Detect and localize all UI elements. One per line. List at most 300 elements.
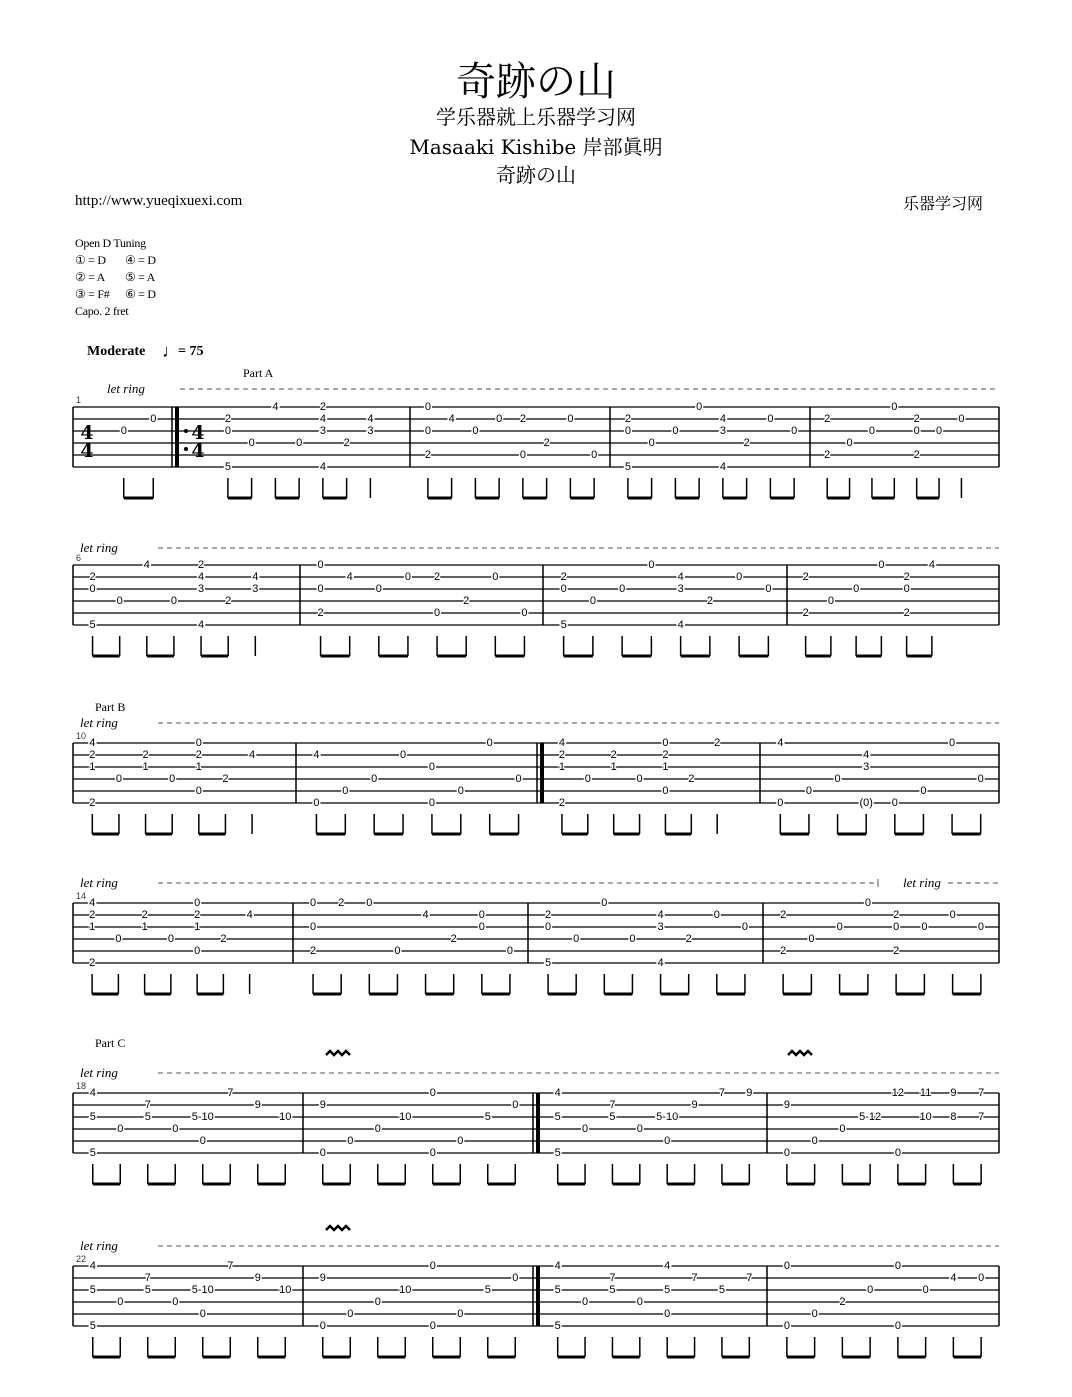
fret-number: 3	[677, 583, 684, 595]
fret-number: 0	[478, 921, 485, 933]
fret-number: 9	[783, 1099, 790, 1111]
fret-number: 2	[317, 607, 324, 619]
fret-number: 7	[978, 1087, 985, 1099]
fret-number: 4	[89, 897, 96, 909]
fret-number: 7	[978, 1111, 985, 1123]
fret-number: 7	[609, 1272, 616, 1284]
measure	[90, 1260, 292, 1357]
tuning-string-3: ③ = F#	[75, 287, 110, 301]
fret-number: 3	[863, 761, 870, 773]
fret-number: 2	[558, 749, 565, 761]
fret-number: 9	[691, 1099, 698, 1111]
fret-number: 0	[374, 1296, 381, 1308]
fret-number: 0	[808, 933, 815, 945]
fret-number: 4	[863, 749, 870, 761]
site-name: 乐器学习网	[903, 194, 984, 213]
fret-number: 2	[89, 957, 96, 969]
fret-number: 0	[371, 773, 378, 785]
fret-number: 4	[677, 571, 684, 583]
fret-number: 0	[636, 1296, 643, 1308]
fret-number: 7	[227, 1260, 234, 1272]
fret-number: 2	[610, 749, 617, 761]
measure	[803, 559, 935, 656]
fret-number: 0	[424, 425, 431, 437]
measure	[320, 1087, 519, 1184]
fret-number: 0	[347, 1308, 354, 1320]
fret-number: 0	[486, 737, 493, 749]
fret-number: 5	[144, 1111, 151, 1123]
fret-number: 0	[224, 425, 231, 437]
fret-number: 2	[558, 797, 565, 809]
fret-number: 0	[913, 425, 920, 437]
fret-number: 2	[560, 571, 567, 583]
fret-number: 4	[313, 749, 320, 761]
fret-number: 0	[811, 1135, 818, 1147]
fret-number: 0	[394, 945, 401, 957]
fret-number: 0	[783, 1260, 790, 1272]
fret-number: 0	[424, 401, 431, 413]
fret-number: 2	[802, 571, 809, 583]
fret-number: 0	[374, 1123, 381, 1135]
let-ring-label: let ring	[80, 875, 118, 890]
fret-number: 0	[117, 1296, 124, 1308]
let-ring-label: let ring	[80, 1065, 118, 1080]
fret-number: 0	[545, 921, 552, 933]
vibrato-icon	[326, 1051, 350, 1055]
fret-number: 0	[589, 595, 596, 607]
fret-number: 2	[662, 749, 669, 761]
fret-number: 2	[913, 449, 920, 461]
fret-number: 9	[254, 1272, 261, 1284]
fret-number: 0	[891, 797, 898, 809]
fret-number: 0	[429, 1087, 436, 1099]
fret-number: 0	[115, 933, 122, 945]
quarter-note-icon: ♩	[162, 341, 180, 361]
fret-number: 2	[310, 945, 317, 957]
fret-number: 9	[319, 1272, 326, 1284]
fret-number: 0	[515, 773, 522, 785]
fret-number: 4	[346, 571, 353, 583]
fret-number: 5	[554, 1111, 561, 1123]
fret-number: 5	[554, 1320, 561, 1332]
let-ring-label: let ring	[903, 875, 941, 890]
fret-number: 2	[519, 413, 526, 425]
fret-number: 4	[719, 461, 726, 473]
fret-number: 0	[428, 761, 435, 773]
fret-number: 5	[560, 619, 567, 631]
fret-number: 0	[116, 595, 123, 607]
fret-number: 0	[457, 1308, 464, 1320]
fret-number: 2	[89, 749, 96, 761]
fret-number: 5	[484, 1111, 491, 1123]
measure	[555, 1260, 753, 1357]
fret-number: 5	[484, 1284, 491, 1296]
fret-number: 2	[688, 773, 695, 785]
part-a-label: Part A	[243, 366, 274, 380]
fret-number: 0	[805, 785, 812, 797]
fret-number: 2	[913, 413, 920, 425]
fret-number: 2	[743, 437, 750, 449]
fret-number: 0	[567, 413, 574, 425]
fret-number: 0	[457, 1135, 464, 1147]
fret-number: 0	[573, 933, 580, 945]
fret-number: 0	[846, 437, 853, 449]
fret-number: 3	[198, 583, 205, 595]
fret-number: 0	[319, 1147, 326, 1159]
fret-number: 9	[319, 1099, 326, 1111]
fret-number: 2	[195, 749, 202, 761]
tab-system	[73, 1051, 999, 1184]
fret-number: 0	[936, 425, 943, 437]
fret-number: 0	[978, 1272, 985, 1284]
fret-number: 0	[648, 559, 655, 571]
fret-number: 0	[949, 909, 956, 921]
fret-number: 0	[429, 1147, 436, 1159]
fret-number: 1	[89, 761, 96, 773]
fret-number: 0	[664, 1135, 671, 1147]
fret-number: 0	[492, 571, 499, 583]
fret-number: 0	[342, 785, 349, 797]
fret-number: 0	[977, 773, 984, 785]
fret-number: 9	[950, 1087, 957, 1099]
fret-number: 0	[853, 583, 860, 595]
fret-number: 0	[172, 1296, 179, 1308]
measure	[313, 737, 521, 834]
fret-number: 4	[677, 619, 684, 631]
fret-number: 0	[120, 425, 127, 437]
fret-number: 7	[691, 1272, 698, 1284]
fret-number: 0	[521, 607, 528, 619]
measure	[90, 1087, 292, 1184]
fret-number: 0	[922, 1284, 929, 1296]
fret-number: 2	[893, 909, 900, 921]
time-signature-bottom: 4	[191, 440, 205, 462]
tab-system	[73, 879, 999, 994]
fret-number: 0	[400, 749, 407, 761]
fret-number: 8	[950, 1111, 957, 1123]
tuning-string-5: ⑤ = A	[125, 270, 156, 284]
fret-number: 5-10	[191, 1284, 214, 1296]
fret-number: 0	[648, 437, 655, 449]
fret-number: 5	[554, 1147, 561, 1159]
fret-number: 0	[891, 401, 898, 413]
fret-number: 2	[780, 909, 787, 921]
fret-number: 0	[560, 583, 567, 595]
measure	[625, 401, 797, 498]
fret-number: 2	[198, 559, 205, 571]
fret-number: 4	[89, 1260, 96, 1272]
fret-number: 2	[222, 773, 229, 785]
fret-number: 4	[657, 957, 664, 969]
fret-number: 0	[672, 425, 679, 437]
measure	[545, 897, 748, 994]
fret-number: 0	[375, 583, 382, 595]
fret-number: 0	[601, 897, 608, 909]
fret-number: 0	[317, 559, 324, 571]
fret-number: 5-10	[656, 1111, 679, 1123]
fret-number: 0	[736, 571, 743, 583]
fret-number: 0	[894, 1320, 901, 1332]
fret-number: 0	[296, 437, 303, 449]
vibrato-icon	[326, 1226, 350, 1230]
fret-number: 4	[422, 909, 429, 921]
fret-number: 0	[836, 921, 843, 933]
fret-number: 2	[343, 437, 350, 449]
fret-number: 10	[279, 1111, 292, 1123]
fret-number: 0	[194, 897, 201, 909]
fret-number: 4	[950, 1272, 957, 1284]
measure	[225, 401, 374, 498]
fret-number: 7	[609, 1099, 616, 1111]
fret-number: 0	[636, 1123, 643, 1135]
fret-number: 7	[144, 1099, 151, 1111]
website-url[interactable]: http://www.yueqixuexi.com	[75, 193, 243, 209]
fret-number: 0	[478, 909, 485, 921]
fret-number: 0	[765, 583, 772, 595]
fret-number: 0	[619, 583, 626, 595]
fret-number: 0	[506, 945, 513, 957]
fret-number: 0	[248, 437, 255, 449]
fret-number: 2	[802, 607, 809, 619]
fret-number: 2	[624, 413, 631, 425]
measure-number: 6	[76, 553, 82, 563]
fret-number: 0	[921, 921, 928, 933]
measure	[555, 1087, 753, 1184]
fret-number: 0	[170, 595, 177, 607]
vibrato-icon	[788, 1051, 812, 1055]
song-title-repeat: 奇跡の山	[496, 163, 576, 187]
fret-number: 0	[310, 897, 317, 909]
fret-number: 0	[696, 401, 703, 413]
fret-number: 1	[142, 761, 149, 773]
tempo-value: = 75	[178, 344, 204, 359]
tab-system	[73, 1226, 999, 1357]
fret-number: 0	[584, 773, 591, 785]
tempo-label: Moderate	[87, 344, 146, 359]
fret-number: 4	[89, 737, 96, 749]
fret-number: 11	[919, 1087, 932, 1099]
repeat-dot	[184, 447, 188, 451]
fret-number: 0	[199, 1135, 206, 1147]
song-title: 奇跡の山	[456, 59, 616, 105]
fret-number: 4	[554, 1087, 561, 1099]
fret-number: 0	[89, 583, 96, 595]
time-signature-bottom: 4	[80, 440, 94, 462]
let-ring-label: let ring	[80, 715, 118, 730]
fret-number: 4	[719, 413, 726, 425]
time-signature-top: 4	[80, 422, 94, 444]
fret-number: 0	[977, 921, 984, 933]
fret-number: 0	[117, 1123, 124, 1135]
fret-number: 5	[224, 461, 231, 473]
fret-number: 9	[254, 1099, 261, 1111]
fret-number: 10	[399, 1111, 412, 1123]
fret-number: 0	[167, 933, 174, 945]
fret-number: 0	[624, 425, 631, 437]
fret-number: 7	[144, 1272, 151, 1284]
let-ring-label: let ring	[80, 1238, 118, 1253]
measure	[777, 737, 984, 834]
tab-system	[73, 723, 999, 834]
fret-number: 5-10	[191, 1111, 214, 1123]
fret-number: 7	[718, 1087, 725, 1099]
fret-number: 0	[169, 773, 176, 785]
fret-number: 5	[545, 957, 552, 969]
fret-number: 0	[777, 797, 784, 809]
fret-number: 0	[366, 897, 373, 909]
fret-number: 3	[657, 921, 664, 933]
fret-number: 5	[144, 1284, 151, 1296]
measure-number: 14	[76, 891, 87, 901]
fret-number: 2	[220, 933, 227, 945]
measure	[559, 737, 720, 834]
fret-number: 0	[347, 1135, 354, 1147]
fret-number: 0	[664, 1308, 671, 1320]
tuning-string-6: ⑥ = D	[125, 287, 156, 301]
fret-number: 3	[367, 425, 374, 437]
measure	[561, 559, 772, 656]
fret-number: 2	[450, 933, 457, 945]
fret-number: 2	[714, 737, 721, 749]
fret-number: 1	[662, 761, 669, 773]
fret-number: 5	[718, 1284, 725, 1296]
fret-number: 4	[198, 571, 205, 583]
fret-number: 4	[777, 737, 784, 749]
subtitle: 学乐器就上乐器学习网	[436, 105, 636, 129]
fret-number: 0	[868, 425, 875, 437]
fret-number: 0	[195, 785, 202, 797]
fret-number: 2	[903, 607, 910, 619]
fret-number: 4	[246, 909, 253, 921]
fret-number: 0	[741, 921, 748, 933]
let-ring-label: let ring	[107, 381, 145, 396]
fret-number: 0	[519, 449, 526, 461]
fret-number: 0	[920, 785, 927, 797]
measure	[425, 401, 597, 498]
fret-number: 4	[657, 909, 664, 921]
fret-number: 2	[706, 595, 713, 607]
fret-number: 0	[404, 571, 411, 583]
tuning-string-1: ① = D	[75, 253, 106, 267]
fret-number: 0	[582, 1123, 589, 1135]
fret-number: 10	[399, 1284, 412, 1296]
fret-number: 0	[172, 1123, 179, 1135]
fret-number: 2	[543, 437, 550, 449]
fret-number: 4	[89, 1087, 96, 1099]
fret-number: 1	[610, 761, 617, 773]
fret-number: 4	[448, 413, 455, 425]
fret-number: 4	[143, 559, 150, 571]
fret-number: 5	[89, 1111, 96, 1123]
fret-number: 0	[512, 1099, 519, 1111]
fret-number: 4	[558, 737, 565, 749]
fret-number: 0	[194, 945, 201, 957]
fret-number: 2	[545, 909, 552, 921]
fret-number: 7	[227, 1087, 234, 1099]
fret-number: 0	[783, 1147, 790, 1159]
fret-number: 0	[457, 785, 464, 797]
fret-number: 2	[434, 571, 441, 583]
fret-number: 5	[624, 461, 631, 473]
fret-number: 5	[89, 1320, 96, 1332]
fret-number: 0	[310, 921, 317, 933]
measure	[824, 401, 964, 498]
measure	[318, 559, 528, 656]
fret-number: 0	[949, 737, 956, 749]
fret-number: 0	[317, 583, 324, 595]
time-signature-top: 4	[191, 422, 205, 444]
tab-system	[73, 548, 999, 656]
fret-number: 0	[629, 933, 636, 945]
tuning-string-4: ④ = D	[125, 253, 156, 267]
measure	[89, 897, 253, 994]
fret-number: 2	[89, 571, 96, 583]
fret-number: 4	[249, 749, 256, 761]
fret-number: 0	[662, 785, 669, 797]
fret-number: 2	[685, 933, 692, 945]
fret-number: 0	[903, 583, 910, 595]
fret-number: 7	[746, 1272, 753, 1284]
measure-number: 10	[76, 731, 87, 741]
measure-number: 18	[76, 1081, 87, 1091]
fret-number: 0	[894, 1260, 901, 1272]
fret-number: 0	[839, 1123, 846, 1135]
fret-number: 2	[141, 909, 148, 921]
fret-number: 2	[89, 909, 96, 921]
fret-number: 5	[609, 1111, 616, 1123]
fret-number: 2	[463, 595, 470, 607]
fret-number: 4	[272, 401, 279, 413]
let-ring-label: let ring	[80, 540, 118, 555]
fret-number: 0	[195, 737, 202, 749]
fret-number: 0	[811, 1308, 818, 1320]
fret-number: 0	[636, 773, 643, 785]
measure	[89, 737, 255, 834]
fret-number: 2	[224, 413, 231, 425]
fret-number: 0	[199, 1308, 206, 1320]
fret-number: 4	[319, 413, 326, 425]
fret-number: 4	[198, 619, 205, 631]
fret-number: 1	[195, 761, 202, 773]
fret-number: 2	[893, 945, 900, 957]
fret-number: 0	[867, 1284, 874, 1296]
fret-number: 2	[89, 797, 96, 809]
fret-number: 10	[919, 1111, 932, 1123]
fret-number: 5	[664, 1284, 671, 1296]
fret-number: 3	[719, 425, 726, 437]
fret-number: 5-12	[859, 1111, 882, 1123]
fret-number: (0)	[859, 797, 873, 809]
capo-info: Capo. 2 fret	[75, 304, 129, 318]
fret-number: 0	[496, 413, 503, 425]
fret-number: 0	[582, 1296, 589, 1308]
fret-number: 0	[958, 413, 965, 425]
repeat-dot	[184, 429, 188, 433]
measure	[310, 897, 513, 994]
fret-number: 4	[664, 1260, 671, 1272]
fret-number: 2	[142, 749, 149, 761]
fret-number: 4	[319, 461, 326, 473]
fret-number: 2	[424, 449, 431, 461]
fret-number: 1	[141, 921, 148, 933]
fret-number: 0	[115, 773, 122, 785]
measure-number: 1	[76, 395, 82, 405]
fret-number: 1	[194, 921, 201, 933]
fret-number: 5	[89, 1147, 96, 1159]
tuning-name: Open D Tuning	[75, 236, 146, 250]
measure	[784, 1260, 984, 1357]
fret-number: 12	[891, 1087, 904, 1099]
